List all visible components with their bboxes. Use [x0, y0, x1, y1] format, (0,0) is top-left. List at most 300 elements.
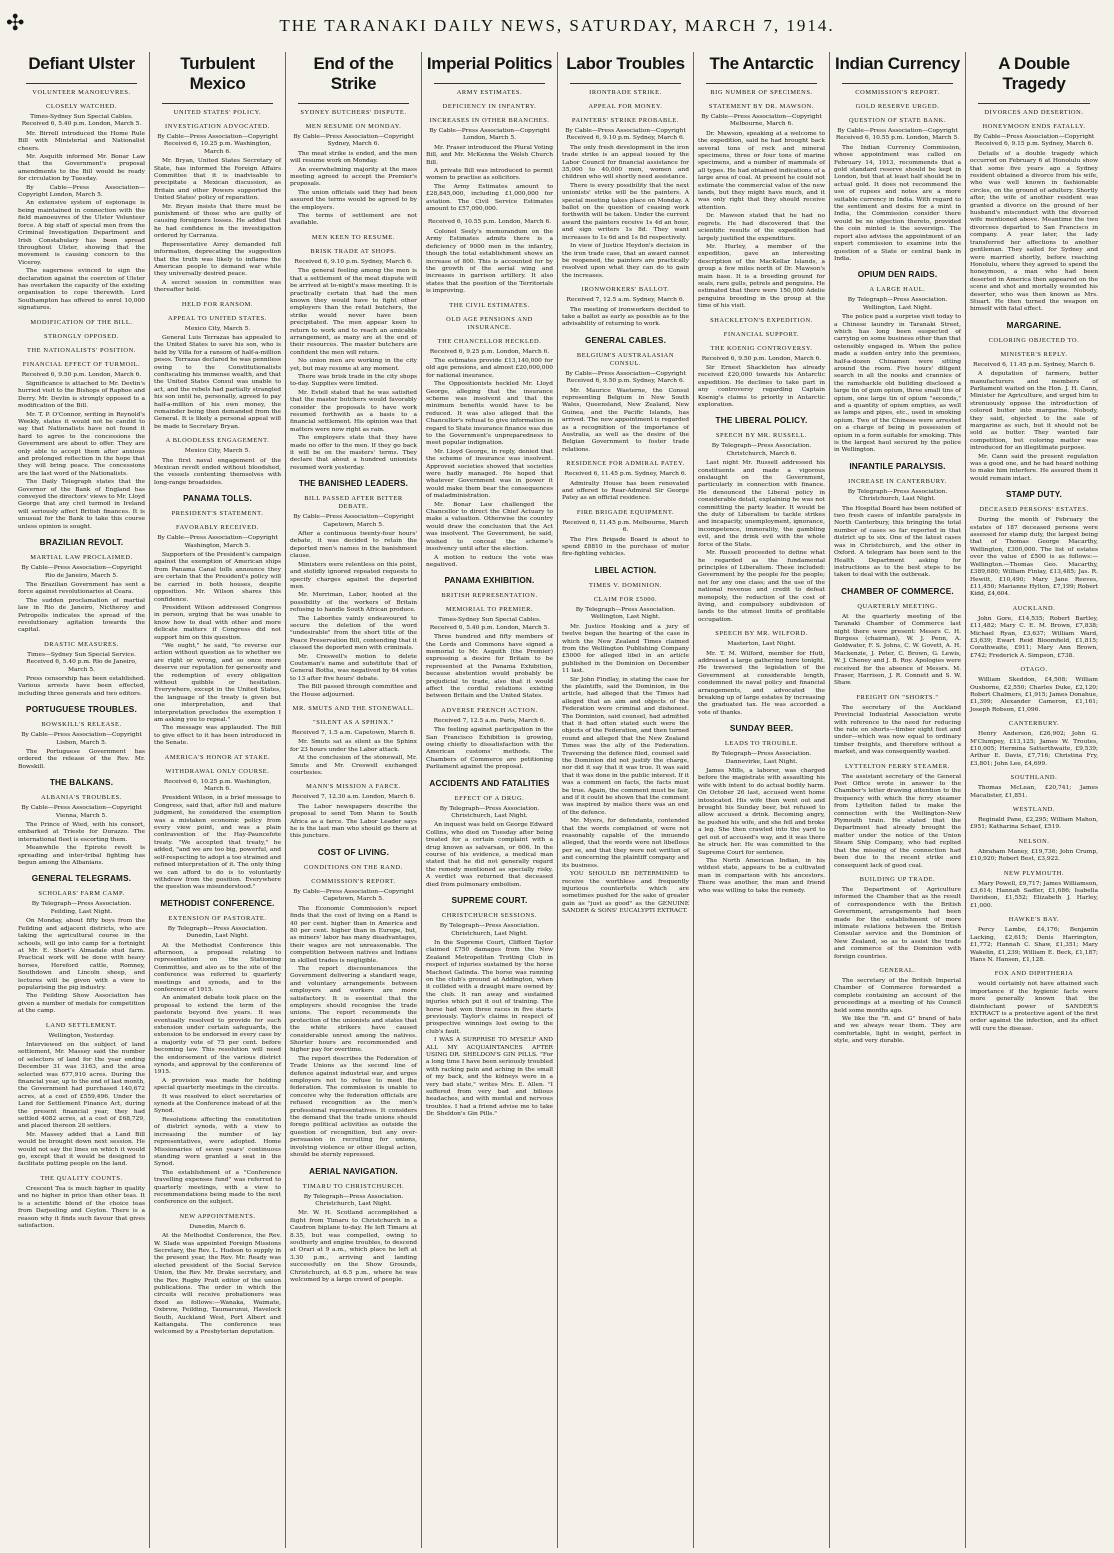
news-story: [290, 109, 417, 117]
story-subheading: FOX AND DIPHTHERIA: [994, 970, 1074, 978]
news-story: [18, 361, 145, 532]
story-subheading: HONEYMOON ENDS FATALLY.: [982, 123, 1086, 130]
news-story: [154, 754, 281, 762]
news-story: [698, 317, 825, 325]
news-story: [970, 605, 1098, 660]
news-story: [426, 338, 553, 570]
story-paragraph: Supporters of the President's campaign against the exemption of American ships from Panama Canal tolls announce they are certain that the President's policy will be carried in both houses, despite opposition. Mr. Wilson shares this confidence.: [154, 552, 281, 603]
news-story: [834, 603, 961, 688]
news-story: [970, 806, 1098, 832]
newspaper-columns: [14, 52, 1102, 1548]
story-paragraph: Mr. Russell proceeded to define what he regarded as the fundamental principles of Liberalism. These included: Government by the people for the people; not for any one class; and the use of the national revenue and credit to defeat monopoly, the reduction of the cost of living, and compulsory subdivision of lands to the utmost limits of profitable occupation.: [698, 550, 825, 623]
story-dateline: By Cable—Press Association—Copyright Lisbon, March 5.: [21, 732, 142, 746]
story-body: [18, 1042, 145, 1169]
story-subheading: TIMES V. DOMINION.: [588, 581, 663, 589]
news-story: [834, 694, 961, 757]
news-story: [18, 347, 145, 355]
story-body: [970, 881, 1098, 911]
story-body: [970, 731, 1098, 768]
story-headline: CHAMBER OF COMMERCE.: [841, 586, 954, 596]
story-dateline: Received 6, 11.45 p.m. Sydney, March 6.: [973, 361, 1095, 368]
news-story: [154, 437, 281, 487]
news-column: [150, 52, 286, 1548]
news-story: [290, 234, 417, 242]
story-paragraph: The Oppositionists heckled Mr. Lloyd George, alleging that the insurance scheme was insolvent and that the minimum benefits would have to be reduced. It was also alleged that the Chancellor's refusal to give information in regard to State insurance finance was due to the Government's unpreparedness to meet popular indignation.: [426, 381, 553, 447]
story-paragraph: Mr. Hurley, a member of the expedition, gave an interesting description of the MacKellar Islands, a group a few miles north of Dr. Mawson's main base. It is a breeding ground for seals, rare gulls, petrels and penguins. He estimated that there were 150,000 Adelie penguins breeding in the group at the time of his visit.: [698, 243, 825, 310]
story-dateline: By Cable—Press Association—Copyright Received 6, 9.15 p.m. Sydney, March 6.: [973, 134, 1095, 148]
news-story: [562, 286, 689, 329]
news-story: [970, 321, 1098, 331]
story-paragraph: A secret session in committee was thereafter held.: [154, 279, 281, 294]
story-paragraph: Resolutions affecting the constitution of district synods, with a view to increasing the number of lay representatives, were adopted. Home Missionaries of seven years' continuous standing were granted a seat in the Synod.: [154, 1116, 281, 1168]
story-paragraph: There is every possibility that the next unionists' strike will be the painters. A special meeting takes place on Monday. A ballot on the question of ceasing work forthwith will be taken. Under the current award the painters receive 1s 4d an hour, and sign writers 1s 8d. They want increases to 1s 6d and 1s 8d respectively.: [562, 182, 689, 241]
story-paragraph: In view of Justice Heydon's decision in the iron trade case, that an award cannot be reopened, the painters are practically resolved upon what they can do to gain the increases.: [562, 243, 689, 279]
news-story: [290, 495, 417, 699]
story-dateline: By Telegraph—Press Association. Christchurch, Last Night.: [847, 488, 948, 503]
news-story: [970, 337, 1098, 345]
story-body: [426, 727, 553, 771]
story-body: [698, 131, 825, 311]
news-story: [426, 592, 553, 600]
story-subheading: FINANCIAL SUPPORT.: [723, 330, 800, 338]
news-story: [426, 219, 553, 295]
story-subheading: MEN KEEN TO RESUME.: [311, 233, 396, 241]
story-body: [834, 145, 961, 264]
story-paragraph: Mr. Bonar Law challenged the Chancellor to direct the Chief Actuary to make a valuation. Otherwise the country would draw the conclusion that the Act was insolvent. The Government, he said, wished to conceal the scheme's insolvency until after the election.: [426, 501, 553, 553]
story-subheading: BELGIUM'S AUSTRALASIAN CONSUL.: [576, 351, 675, 367]
story-headline: OPIUM DEN RAIDS.: [857, 270, 938, 280]
story-body: [18, 131, 145, 313]
news-story: [970, 720, 1098, 768]
news-story: [154, 123, 281, 295]
story-paragraph: The Feilding Show Association has given a number of medals for competition at the camp.: [18, 993, 145, 1015]
story-paragraph: The Bill passed through committee and the House adjourned.: [290, 684, 417, 698]
story-body: [426, 358, 553, 569]
story-subheading: FREIGHT ON "SHORTS.": [856, 693, 939, 701]
story-subheading: FAVORABLY RECEIVED.: [175, 524, 260, 532]
story-headline: COST OF LIVING.: [317, 847, 390, 857]
story-headline: METHODIST CONFERENCE.: [160, 898, 275, 908]
story-subheading: CLOSELY WATCHED.: [45, 103, 118, 110]
story-body: [698, 768, 825, 895]
story-subheading: COMMISSION'S REPORT.: [311, 877, 396, 885]
story-subheading: THE NATIONALISTS' POSITION.: [26, 346, 137, 354]
story-subheading: NEW PLYMOUTH.: [1003, 869, 1065, 877]
story-dateline: Mexico City, March 5.: [184, 448, 251, 455]
story-subheading: DECEASED PERSONS' ESTATES.: [979, 506, 1089, 514]
story-body: [18, 676, 145, 698]
news-story: [154, 1213, 281, 1337]
column-headline: Labor Troubles: [566, 54, 685, 73]
story-body: [426, 940, 553, 1119]
news-story: [562, 460, 689, 503]
story-paragraph: James Mills, a laborer, was charged before the magistrate with assaulting his wife with intent to do actual bodily harm. On October 26 last, accused went home intoxicated. His wife then went out and brought his Sunday beer, but refused to allow accused a drink. Becoming angry, he pushed his wife, and she fell and broke a leg. She then crawled into the yard to get out of accused's way, and it was there he struck her. He was committed to the Supreme Court for sentence.: [698, 768, 825, 856]
news-story: [154, 315, 281, 432]
news-story: [698, 416, 825, 426]
story-dateline: Received 6, 9.50 p.m. London, March 6.: [701, 355, 822, 362]
story-subheading: FINANCIAL EFFECT OF TURMOIL.: [22, 360, 141, 368]
news-story: [290, 864, 417, 872]
story-body: [154, 795, 281, 891]
story-subheading: APPEAL FOR MONEY.: [588, 103, 663, 110]
story-subheading: MARTIAL LAW PROCLAIMED.: [30, 554, 133, 562]
story-dateline: By Telegraph—Press Association. Wellington, Last Night.: [575, 606, 676, 621]
news-story: [698, 345, 825, 410]
story-body: [18, 1186, 145, 1230]
story-dateline: By Cable—Press Association—Copyright Received 6, 10.55 p.m. London, March 5.: [835, 128, 960, 142]
column-headline: The Antarctic: [709, 54, 814, 73]
story-body: [18, 749, 145, 771]
story-dateline: By Cable—Press Association—Copyright Received 6, 9.50 p.m. Sydney, March 6.: [565, 370, 686, 385]
story-subheading: IRONTRADE STRIKE.: [589, 89, 662, 96]
headline-rule: [434, 83, 545, 84]
story-paragraph: There was brisk trade in the city shops to-day. Supplies were limited.: [290, 373, 417, 388]
news-story: [154, 524, 281, 747]
news-story: [18, 333, 145, 341]
news-column: [966, 52, 1102, 1548]
story-subheading: STRONGLY OPPOSED.: [43, 332, 119, 340]
news-story: [154, 915, 281, 1207]
news-story: [18, 778, 145, 788]
story-subheading: FIRE BRIGADE EQUIPMENT.: [576, 508, 675, 516]
story-paragraph: The sudden proclamation of martial law in Rio de Janeiro, Nictheroy and Petropolis indicates the spread of the revolutionary agitation towards the capital.: [18, 597, 145, 634]
story-subheading: WESTLAND.: [1012, 806, 1056, 814]
story-subheading: SPEECH BY MR. WILFORD.: [715, 630, 808, 638]
story-paragraph: President Wilson addressed Congress in person, urging that he was unable to know how to deal with other and more delicate matters if Congress did not support him on this question.: [154, 604, 281, 641]
story-subheading: EXTENSION OF PASTORATE.: [168, 914, 267, 922]
story-paragraph: Sir John Findlay, in stating the case for the plaintiffs, said the Dominion, in the article, had alleged that the Times had alleged that an aim and objects of the Federation were criminal and dishonest. The Dominion, said counsel, had admitted that it had often stated such were the objects of the Federation, and then turned round and alleged that the New Zealand Times was the ally of the Federation. Traversing the defence filed, counsel said the Dominion did not justify the charge, nor did it say that it was true. It was said that it was done in the public interest. If it was a comment on facts, the facts must be true. Again, the comment must be fair, and if it could be shown that the comment was inspired by malice there was an end of the defence.: [562, 676, 689, 816]
story-paragraph: It was resolved to elect secretaries of synods at the Conference instead of at the Synod.: [154, 1093, 281, 1115]
story-body: [18, 918, 145, 1015]
story-paragraph: Mr. Maurice Waeterne, the Consul representing Belgium in New South Wales, Queensland, New Zealand, New Guinea, and the Pacific Islands, has arrived. The new appointment is regarded as a recognition of the importance of Australia, as well as the desire of the Belgian Government to foster trade relations.: [562, 387, 689, 453]
news-story: [698, 103, 825, 311]
story-paragraph: The North American Indian, in his wildest state, appears to be a cultivated man in comparison with his ancestors. There was another, the man and friend who was willing to take the remedy.: [698, 857, 825, 894]
story-paragraph: Press censorship has been established. Various arrests have been effected, including three generals and two editors.: [18, 675, 145, 697]
news-story: [970, 774, 1098, 800]
news-story: [970, 109, 1098, 117]
news-story: [834, 89, 961, 97]
story-subheading: WITHDRAWAL ONLY COURSE.: [165, 767, 270, 775]
story-paragraph: Sir Ernest Shackleton has already received £20,000 towards his Antarctic expedition. He declines to take part in any controversy regarding Captain Koenig's claims to priority in Antarctic exploration.: [698, 364, 825, 408]
story-subheading: SYDNEY BUTCHERS' DISPUTE.: [300, 109, 407, 116]
story-body: [970, 981, 1098, 1033]
column-headline: A Double Tragedy: [998, 54, 1070, 93]
story-paragraph: Mr. Lloyd George, in reply, denied that the scheme of insurance was insolvent. Approved societies showed that societies were badly managed. He hoped that whatever Government was in power it would make them bear the consequences of maladministration.: [426, 448, 553, 500]
news-story: [426, 795, 553, 889]
story-paragraph: Mr. Massey added that a Land Bill would be brought down next session. He would not say the lines on which it would go, except that it would be designed to facilitate putting people on the land.: [18, 1131, 145, 1168]
news-story: [290, 705, 417, 713]
story-body: [970, 849, 1098, 864]
news-story: [562, 117, 689, 280]
story-paragraph: Abraham Maney, £19,736; John Crump, £10,920; Robert Best, £3,922.: [970, 848, 1098, 863]
story-subheading: THE KOENIG CONTROVERSY.: [710, 344, 813, 352]
story-paragraph: "We ought," he said, "to reverse our action without question as to whether we are right or wrong, and so once more deserve our reputation for generosity and the redemption of every obligation without quibble or hesitation. Everywhere, except in the United States, the language of the treaty is given but one interpretation, and that interpretation precludes the exemption I am asking you to repeal.": [154, 642, 281, 723]
story-paragraph: Admiralty House has been renovated and offered to Rear-Admiral Sir George Patey as an official residence.: [562, 480, 689, 502]
story-subheading: INCREASE IN CANTERBURY.: [848, 477, 947, 485]
story-paragraph: The report discountenances the Government delivering a standard wage, and voluntary arrangements between employers and workers are more satisfactory. It is essential that the employers should recognise the trade unions. The report recommends the protection of the unionists and states that the white strikers have caused considerable unrest among the natives. Shorter hours are recommended and higher pay for overtime.: [290, 965, 417, 1054]
column-headline: End of the Strike: [313, 54, 394, 93]
printer-mark-icon: ✣: [6, 10, 27, 35]
story-headline: INFANTILE PARALYSIS.: [849, 461, 946, 471]
story-paragraph: Mr. Estell stated that he was satisfied that the master butchers would favorably consider the proposals to have work resumed forthwith as a basis to a financial settlement. His opinion was that matters were now right as rain.: [290, 389, 417, 433]
story-subheading: GOLD RESERVE URGED.: [855, 103, 940, 110]
column-headline: Imperial Politics: [426, 54, 553, 73]
headline-rule: [706, 83, 817, 84]
story-headline: PORTUGUESE TROUBLES.: [26, 705, 137, 715]
story-subheading: STATEMENT BY DR. MAWSON.: [708, 103, 815, 110]
story-body: [154, 552, 281, 748]
story-subheading: BILL PASSED AFTER BITTER DEBATE.: [304, 495, 403, 511]
story-subheading: COMMISSION'S REPORT.: [855, 89, 940, 96]
story-body: [426, 634, 553, 701]
news-story: [426, 117, 553, 213]
story-body: [290, 1210, 417, 1284]
story-dateline: Received 7, 12.5 a.m. Sydney, March 6.: [566, 297, 685, 304]
news-story: [562, 582, 689, 590]
story-paragraph: The meeting of ironworkers decided to take a ballot as early as possible as to the advisability of returning to work.: [562, 306, 689, 328]
news-column: [14, 52, 150, 1548]
news-story: [290, 783, 417, 840]
story-subheading: ADVERSE FRENCH ACTION.: [441, 706, 538, 714]
story-headline: GENERAL TELEGRAMS.: [31, 874, 132, 884]
story-paragraph: Mr. Myers, for defendants, contended that the words complained of were not reasonably capable of the innuendo alleged, that the words were not libellous per se, and that they were not written of and concerning the plaintiff company and its business.: [562, 818, 689, 869]
news-story: [970, 666, 1098, 714]
story-dateline: Received 6, 10.55 p.m. London, March 6.: [427, 219, 552, 226]
story-subheading: MODIFICATION OF THE BILL.: [30, 318, 133, 326]
story-paragraph: The Daily Telegraph states that the Governor of the Bank of England has conveyed the directors' views to Mr. Lloyd George that any civil turmoil in Ireland will seriously affect British finances. It is unusual for the Bank to take this course unless opinion is sought.: [18, 479, 145, 530]
news-story: [154, 510, 281, 518]
story-dateline: Times-Sydney Sun Special Cables. Received 6, 5.40 p.m. London, March 5.: [429, 617, 550, 631]
story-paragraph: Interviewed on the subject of land settlement, Mr. Massey said the number of selectors of land for the year ending December 31 was 3163, and the area selected was 677,910 acres. During the financial year, up to the end of last month, the Government had purchased 140,672 acres, at a cost of £559,496. Under the Land for Settlement Finance Act, during the present financial year, they had settled 4082 acres, at a cost of £68,729, and placed thereon 28 settlers.: [18, 1041, 145, 1130]
story-paragraph: The Indian Currency Commission, whose appointment was called on February 14, 1913, recommends that a gold standard reserve should be kept in London, but that at least half should be in actual gold. It does not recommend the use of rupees and notes are a more suitable currency in India. With regard to the sentiment and desire for a mint in India, the Commission consider there would be no objection thereto, provided the coin minted is the sovereign. The report also advises the appointment of an expert commission to examine into the question of a State or central bank in India.: [834, 144, 961, 262]
story-body: [290, 739, 417, 777]
story-body: [562, 307, 689, 329]
story-paragraph: The establishment of a "Conference travelling expenses fund" was referred to quarterly meetings, with a view to recommendations being made to the next conference on the subject.: [154, 1169, 281, 1206]
story-subheading: BRISK TRADE AT SHOPS.: [310, 247, 397, 255]
story-subheading: LEADS TO TROUBLE.: [724, 740, 799, 748]
story-subheading: OLD AGE PENSIONS AND INSURANCE.: [446, 315, 533, 331]
story-body: [698, 365, 825, 409]
story-body: [970, 151, 1098, 314]
news-column: [694, 52, 830, 1548]
story-paragraph: An extensive system of espionage is being maintained in connection with the field manoeuvres of the Ulster Volunteer force. A big staff of special men from the Criminal Investigation Department and Irish Constabulary has been spread throughout Ulster, showing that the movement is causing concern to the Viceroy.: [18, 200, 145, 266]
story-headline: PANAMA TOLLS.: [183, 494, 252, 504]
story-subheading: NELSON.: [1018, 837, 1050, 845]
news-story: [562, 596, 689, 916]
news-story: [18, 794, 145, 867]
story-paragraph: An animated debate took place on the proposal to extend the term of the pastorate beyond five years. It was eventually resolved to provide for such extension under certain safeguards, the extension to be endorsed in every case by a majority vote of 75 per cent. before becoming law. This resolution will need the endorsement of the various district synods, and approval by the conference of 1915.: [154, 995, 281, 1076]
news-story: [290, 719, 417, 777]
news-story: [154, 301, 281, 309]
story-paragraph: Mr. W. H. Scotland accomplished a flight from Timaru to Christchurch in a Caudron biplane to-day. He left Timaru at 8.35, but was compelled, owing to southerly and engine troubles, to descend at Orari at 9 a.m., which place he left at 3.30 p.m., arriving and landing successfully on the Show Grounds, Christchurch, at 6.5 p.m., where he was welcomed by a large crowd of people.: [290, 1210, 417, 1283]
story-dateline: By Telegraph—Press Association. Dannevirke, Last Night.: [711, 751, 812, 765]
story-subheading: PRESIDENT'S STATEMENT.: [171, 510, 264, 518]
story-paragraph: At the Methodist Conference this afternoon, a proposal relating to representation on the Stationing Committee, and also as to the site of the conference was referred to quarterly meetings and synods, and to the conference of 1915.: [154, 942, 281, 993]
story-paragraph: Mr. Bryan, United States Secretary of State, has informed the Foreign Affairs Committee that it is inadvisable to precipitate a Mexican discussion, as Britain and other Powers supported the United States' policy of reparation.: [154, 158, 281, 202]
story-paragraph: Colonel Seely's memorandum on the Army Estimates admits there is a deficiency of 9000 men in the infantry, though the total establishment shows an increase of 800. This is accounted for by the growth of the aerial wing and increases in garrison artillery. It also states that the position of the Territorials is improving.: [426, 228, 553, 295]
column-headline: Defiant Ulster: [28, 54, 135, 73]
news-story: [18, 89, 145, 97]
news-story: [698, 331, 825, 339]
story-paragraph: John Gore, £14,535; Robert Bartley, £11,482; Mary C. E. M. Brown, £7,838; Michael Ryan, £3,637; William Ward, £3,639; Ewart Reid Bloomfield, £1,815; Corathwaite, £911; Mary Ann Brown, £742; Frederick A. Simpson, £738.: [970, 615, 1098, 659]
news-story: [290, 848, 417, 858]
news-story: [834, 967, 961, 1046]
story-paragraph: At the quarterly meeting of the Taranaki Chamber of Commerce last night there were present: Messrs C. H. Burgess (chairman), W. J. Penn, A. Goldwater, F. S. Johns, C. W. Govett, A. H. Mackenzie, J. Peter, C. Brown, G. Lewis, W. J. Cheney and J. B. Roy. Apologies were received for the absence of Messrs. M. Fraser, Harrison, J. R. Connett and S. W. Shaw.: [834, 613, 961, 687]
story-subheading: DRASTIC MEASURES.: [44, 640, 119, 648]
news-story: [18, 319, 145, 327]
news-story: [290, 248, 417, 472]
story-dateline: By Cable—Press Association—Copyright Washington, March 5.: [157, 535, 278, 549]
news-story: [426, 707, 553, 772]
story-body: [970, 616, 1098, 660]
story-paragraph: Mr. Bryan insists that there must be punishment of those who are guilty of causing foreigners losses. He added that he had confidence in the investigation ordered by Carranza.: [154, 203, 281, 240]
story-paragraph: By Cable—Press Association—Copyright London, March 5.: [18, 184, 145, 199]
story-subheading: IRONWORKERS' BALLOT.: [581, 286, 670, 294]
news-story: [18, 1022, 145, 1169]
story-dateline: By Cable—Press Association—Copyright Melbourne, March 6.: [701, 114, 822, 128]
news-story: [562, 336, 689, 346]
story-dateline: Received 6, 9.50 p.m. London, March 6.: [21, 371, 142, 378]
news-story: [970, 870, 1098, 911]
story-body: [834, 887, 961, 961]
news-story: [834, 117, 961, 263]
news-story: [426, 89, 553, 97]
story-paragraph: President Wilson, in a brief message to Congress, said that, after full and mature judgment, he considered the exemption was a mistaken economic policy from every view point, and was a plain contravention of the Hay-Pauncefote treaty. "We accepted that treaty," he added, "and we are too big, powerful, and self-respecting to adopt a too strained and refined interpretation of it. The only thing we can afford to do is to voluntarily withdraw from the position. Everywhere the question was misunderstood.": [154, 795, 281, 891]
story-paragraph: Mr. Asquith informed Mr. Bonar Law that the Government's proposal amendments to the Bill would be ready for circulation by Tuesday.: [18, 154, 145, 183]
story-paragraph: At the conclusion of the stonewall, Mr. Smuts and Mr. Creswell exchanged courtesies.: [290, 755, 417, 777]
story-body: [290, 531, 417, 699]
story-subheading: APPEAL TO UNITED STATES.: [168, 314, 267, 322]
story-subheading: QUARTERLY MEETING.: [857, 602, 938, 610]
story-body: [834, 314, 961, 455]
story-subheading: VOLUNTEER MANOEUVRES.: [32, 89, 131, 96]
story-headline: MARGARINE.: [1006, 320, 1062, 330]
story-headline: PANAMA EXHIBITION.: [444, 576, 535, 586]
story-paragraph: The employers state that they have made no offer to the men. If they go back it will be on the masters' terms. They declare that about a hundred unionists resumed work yesterday.: [290, 435, 417, 471]
story-subheading: LYTTELTON FERRY STEAMER.: [845, 762, 950, 770]
story-paragraph: YOU SHOULD BE DETERMINED to receive the worthless and frequently injurious counterfeits which are sometimes pushed for the sake of greater gain as "just as good" as the GENUINE SANDER & SONS' EUCALYPTI EXTRACT.: [562, 871, 689, 915]
story-body: [834, 978, 961, 1046]
news-story: [426, 606, 553, 700]
story-paragraph: At the Methodist Conference, the Rev. W. Slade was appointed Foreign Missions Secretary, the Rev. L. Hudson to supply in the present year, the Rev. Mr. Ready was elected president of the Social Service Union, the Rev. Mr. Drake secretary, and the Rev. Rugby Pratt editor of the union publications. The order in which the circuits will receive probationers was fixed as follows:—Wanaka, Waimate, Oxbrow, Feilding, Taumarunui, Havelock South, Auckland West, Port Albert and Kaitangata. The conference was welcomed by a Presbyterian deputation.: [154, 1233, 281, 1336]
headline-rule: [978, 103, 1090, 104]
story-dateline: By Telegraph—Press Association. Feilding, Last Night.: [31, 901, 132, 915]
story-body: [970, 927, 1098, 964]
story-body: [18, 822, 145, 867]
news-story: [698, 724, 825, 734]
story-dateline: By Cable—Press Association—Copyright Vienna, March 5.: [21, 805, 142, 819]
news-story: [18, 554, 145, 635]
story-headline: SUNDAY BEER.: [729, 724, 794, 734]
story-headline: STAMP DUTY.: [1005, 490, 1063, 500]
story-dateline: Received 7, 12.30 a.m. London, March 6.: [291, 794, 416, 801]
story-body: [290, 151, 417, 228]
story-body: [970, 785, 1098, 800]
news-story: [562, 103, 689, 111]
story-body: [426, 145, 553, 214]
story-paragraph: Representative Airey demanded full information, deprecating the suggestion that the truth was likely to inflame the American people to demand war while they universally desired peace.: [154, 241, 281, 278]
story-body: [290, 268, 417, 472]
story-subheading: UNITED STATES' POLICY.: [173, 109, 262, 116]
news-story: [426, 576, 553, 586]
story-body: [834, 774, 961, 870]
story-subheading: HELD FOR RANSOM.: [181, 300, 254, 308]
story-body: [970, 371, 1098, 483]
story-headline: GENERAL CABLES.: [584, 335, 667, 345]
story-paragraph: Mr. Smuts sat as silent as the Sphinx for 23 hours under the Labor attack.: [290, 739, 417, 753]
story-paragraph: Mr. T. P. O'Connor, writing in Reynold's Weekly, states it would not be candid to say that Nationalists have not found it hard to agree to the concessions the Government are about to offer. They are only able to accept them after anxious and prolonged reflection in the hope that they will bring peace. The concessions are the last word of the Nationalists.: [18, 411, 145, 477]
story-body: [698, 651, 825, 718]
story-paragraph: Thomas McLean, £20,741; James Macalister, £1,851.: [970, 785, 1098, 799]
story-paragraph: Mr. Birrell introduced the Home Rule Bill with Ministerial and Nationalist cheers.: [18, 130, 145, 152]
story-headline: BRAZILIAN REVOLT.: [39, 538, 124, 548]
story-body: [426, 229, 553, 296]
news-story: [426, 316, 553, 332]
story-paragraph: The Brazilian Government has sent a force against revolutionaries at Ceara.: [18, 581, 145, 596]
story-subheading: COLORING OBJECTED TO.: [988, 336, 1080, 344]
story-subheading: SOUTHLAND.: [1010, 774, 1058, 782]
story-paragraph: We like the "R. and G" brand of hats and we always wear them. They are comfortable, light in weight, perfect in style, and very durable.: [834, 1016, 961, 1045]
story-subheading: EFFECT OF A DRUG.: [454, 794, 525, 802]
news-story: [698, 630, 825, 717]
story-dateline: By Telegraph—Press Association. Christchurch, Last Night.: [439, 805, 540, 820]
story-paragraph: William Skeddon, £4,508; William Ousborne, £2,550; Charles Duke, £2,120; Robert Chalmers, £1,915; James Donahue, £1,399; Alexander Cameron, £1,161; Joseph Robson, £1,096.: [970, 677, 1098, 713]
story-dateline: By Telegraph—Press Association. Dunedin, Last Night.: [167, 925, 268, 940]
story-subheading: CLAIM FOR £5000.: [593, 595, 658, 603]
story-subheading: INVESTIGATION ADVOCATED.: [165, 123, 270, 130]
story-body: [154, 943, 281, 1207]
story-dateline: Times-Sydney Sun Special Cables. Received 6, 5.40 p.m. London, March 5.: [21, 114, 142, 128]
news-story: [562, 509, 689, 559]
story-body: [834, 614, 961, 688]
story-subheading: THE CIVIL ESTIMATES.: [449, 301, 530, 309]
story-paragraph: Ministers were relentless on this point, and stolidly ignored repeated requests to specify charges against the deported men.: [290, 561, 417, 590]
story-body: [970, 817, 1098, 832]
story-body: [154, 1233, 281, 1337]
story-paragraph: Mr. Creswell's motion to delete Coutsman's name and substitute that of General Botha, was negatived by 64 votes to 13 after five hours' debate.: [290, 653, 417, 682]
story-subheading: BUILDING UP TRADE.: [859, 875, 936, 883]
story-paragraph: A motion to reduce the vote was negatived.: [426, 554, 553, 568]
story-subheading: INCREASES IN OTHER BRANCHES.: [429, 117, 550, 124]
news-story: [154, 109, 281, 117]
news-story: [834, 763, 961, 870]
story-subheading: CONDITIONS ON THE RAND.: [304, 863, 403, 871]
story-dateline: Received 6, 11.45 p.m. Melbourne, March 6.: [562, 519, 689, 534]
headline-rule: [570, 83, 681, 84]
news-story: [18, 641, 145, 698]
news-story: [290, 1167, 417, 1177]
story-dateline: By Cable—Press Association—Copyright Received 6, 9.10 p.m. Sydney, March 6.: [565, 128, 686, 142]
story-body: [154, 158, 281, 294]
headline-rule: [162, 103, 273, 104]
news-story: [154, 494, 281, 504]
newspaper-title: THE TARANAKI DAILY NEWS, SATURDAY, MARCH 7, 1914.: [279, 16, 835, 35]
story-paragraph: The police paid a surprise visit today to a Chinese laundry in Taranaki Street, which has long been suspected of carrying on some business other than that ostensibly engaged in. When the police made a sudden entry into the premises, half-a-dozen Chinamen were sitting around the room. Five hours' diligent search in all the nooks and crannies of the ramshackle old building disclosed a large tin of gum opium, three small tins of opium, one large tin of opium "seconds," and a quantity of opium empties, as well as lamps and pipes, etc., used in smoking opium. Two of the Chinese were arrested on a charge of being in possession of opium in a form suitable for smoking. This is the largest haul secured by the police in Wellington.: [834, 314, 961, 454]
story-headline: LIBEL ACTION.: [594, 565, 657, 575]
news-story: [154, 768, 281, 892]
story-paragraph: The Labor newspapers describe the proposal to send Tom Mann to South Africa as a farce. The Labor Leader says he is the last man who should go there at this juncture.: [290, 803, 417, 840]
news-story: [970, 838, 1098, 864]
story-body: [834, 705, 961, 757]
story-dateline: Received 6, 11.45 p.m. Sydney, March 6.: [564, 471, 687, 478]
story-paragraph: No union men are working in the city yet, but may resume at any moment.: [290, 358, 417, 372]
story-body: [562, 388, 689, 455]
story-paragraph: The Laborites vainly endeavoured to secure the deletion of the word "undesirable" from the short title of the Peace Preservation Bill, contending that it classed the deported men with criminals.: [290, 615, 417, 652]
story-paragraph: Henry Anderson, £26,902; John G. M'Clumpey, £13,125; James W. Troutes, £10,005; Hermina Satterthwaite, £9,539; Arthur E. Davis, £7,716; Christina Fry, £3,801; John Lee, £4,699.: [970, 731, 1098, 767]
story-paragraph: The general feeling among the men is that a settlement of the meat dispute will be arrived at to-night's mass meeting. It is practically certain that had the men known they would have to fight other employers than the retail butchers, the strike would never have been precipitated. The men appear keen to return to work and to reach an amicable arrangement, as many are at the end of their resources. The master butchers are confident the men will return.: [290, 268, 418, 356]
story-paragraph: Reginald Pane, £2,295; William Mahon, £951; Katharina Schaef, £519.: [970, 817, 1098, 831]
story-dateline: Received 6, 10.25 p.m. Washington, March 6.: [163, 778, 272, 793]
